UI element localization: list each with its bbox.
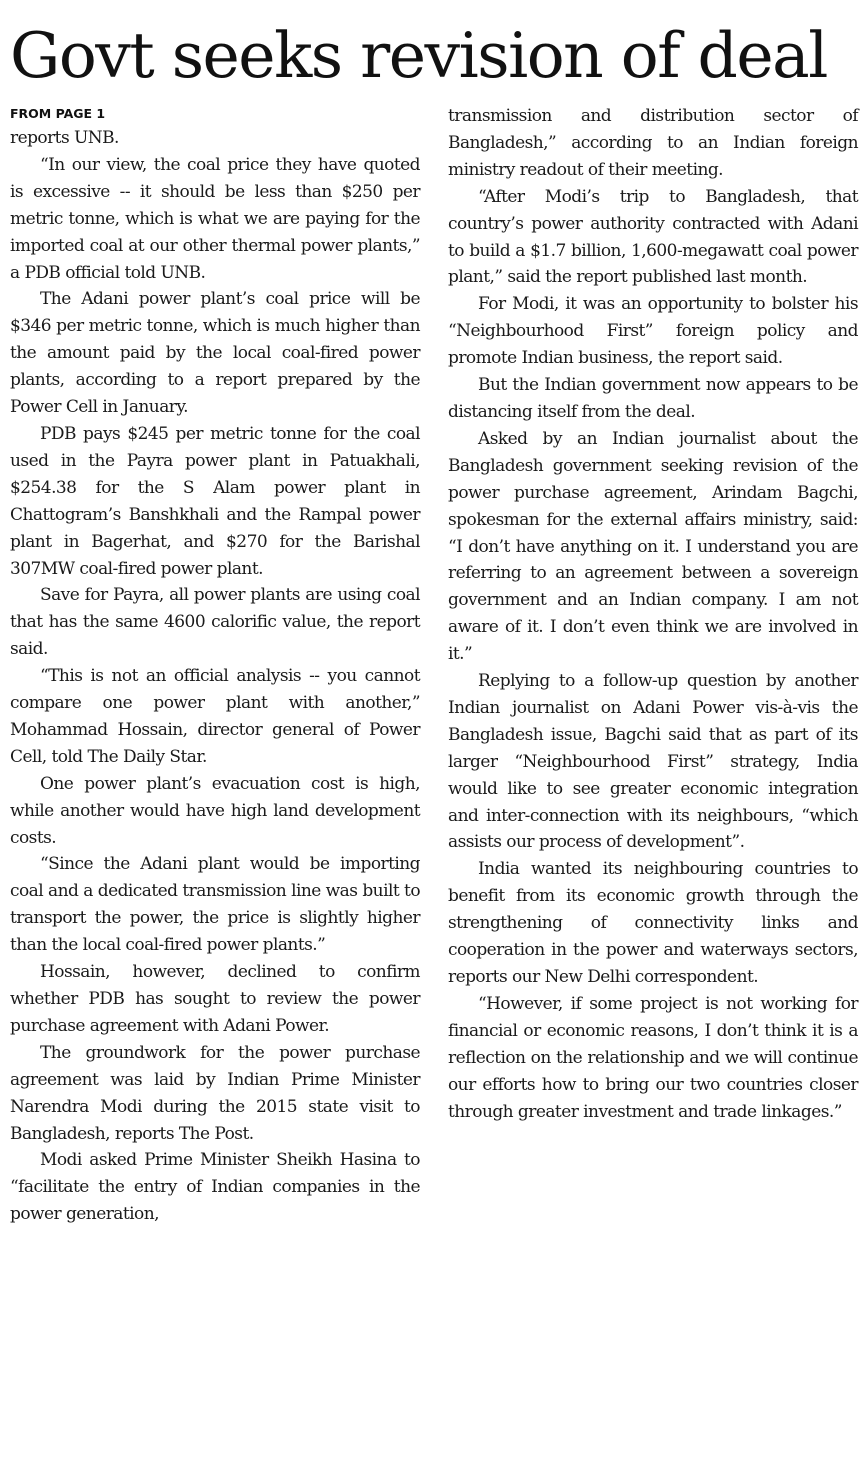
paragraph: PDB pays $245 per metric tonne for the coal used in the Payra power plant in Patuakhali, $254.38 for the S Alam power plant in Chattogram’s Banshkhali and the Rampal power plant in Bagerhat, and $270 for the Barishal 307MW coal-fired power plant. — [10, 423, 420, 579]
paragraph: One power plant’s evacuation cost is high, while another would have high land development costs. — [10, 773, 420, 848]
continuation-kicker: FROM PAGE 1 — [10, 106, 106, 121]
paragraph: India wanted its neighbouring countries to benefit from its economic growth through the strengthening of connectivity links and cooperation in the power and waterways sectors, reports our New Delhi correspondent. — [448, 859, 858, 987]
headline: Govt seeks revision of deal — [10, 19, 827, 92]
paragraph: “Since the Adani plant would be importing coal and a dedicated transmission line was built to transport the power, the price is slightly higher than the local coal-fired power plants.” — [10, 854, 420, 956]
article-column-left — [10, 103, 420, 1228]
paragraph: But the Indian government now appears to be distancing itself from the deal. — [448, 375, 858, 422]
paragraph: “After Modi’s trip to Bangladesh, that country’s power authority contracted with Adani to build a $1.7 billion, 1,600-megawatt coal power plant,” said the report published last month. — [448, 186, 858, 288]
paragraph: Asked by an Indian journalist about the Bangladesh government seeking revision of the power purchase agreement, Arindam Bagchi, spokesman for the external affairs ministry, said: “I don’t have anything on it. I understand you are referring to an agreement between a sovereign government and an Indian company. I am not aware of it. I don’t even think we are involved in it.” — [448, 428, 858, 665]
paragraph: The Adani power plant’s coal price will be $346 per metric tonne, which is much higher than the amount paid by the local coal-fired power plants, according to a report prepared by the Power Cell in January. — [10, 289, 420, 418]
article-column-right — [448, 103, 858, 1125]
paragraph: “However, if some project is not working for financial or economic reasons, I don’t think it is a reflection on the relationship and we will continue our efforts how to bring our two countries closer through greater investment and trade linkages.” — [448, 993, 858, 1122]
paragraph: transmission and distribution sector of Bangladesh,” according to an Indian foreign ministry readout of their meeting. — [448, 106, 858, 180]
paragraph: The groundwork for the power purchase agreement was laid by Indian Prime Minister Narendra Modi during the 2015 state visit to Bangladesh, reports The Post. — [10, 1042, 420, 1144]
paragraph: “In our view, the coal price they have quoted is excessive -- it should be less than $250 per metric tonne, which is what we are paying for the imported coal at our other thermal power plants,” a PDB official told UNB. — [10, 154, 420, 283]
paragraph: Save for Payra, all power plants are using coal that has the same 4600 calorific value, the report said. — [10, 585, 420, 660]
paragraph: For Modi, it was an opportunity to bolster his “Neighbourhood First” foreign policy and promote Indian business, the report said. — [448, 294, 858, 369]
paragraph: Modi asked Prime Minister Sheikh Hasina to “facilitate the entry of Indian companies in the power generation, — [10, 1150, 420, 1225]
paragraph: Hossain, however, declined to confirm whether PDB has sought to review the power purchase agreement with Adani Power. — [10, 962, 420, 1036]
paragraph: Replying to a follow-up question by another Indian journalist on Adani Power vis-à-vis the Bangladesh issue, Bagchi said that as part of its larger “Neighbourhood First” strategy, India would like to see greater economic integration and inter-connection with its neighbours, “which assists our process of development”. — [448, 671, 858, 853]
paragraph: “This is not an official analysis -- you cannot compare one power plant with another,” Mohammad Hossain, director general of Power Cell, told The Daily Star. — [10, 666, 420, 767]
paragraph: reports UNB. — [10, 128, 119, 148]
